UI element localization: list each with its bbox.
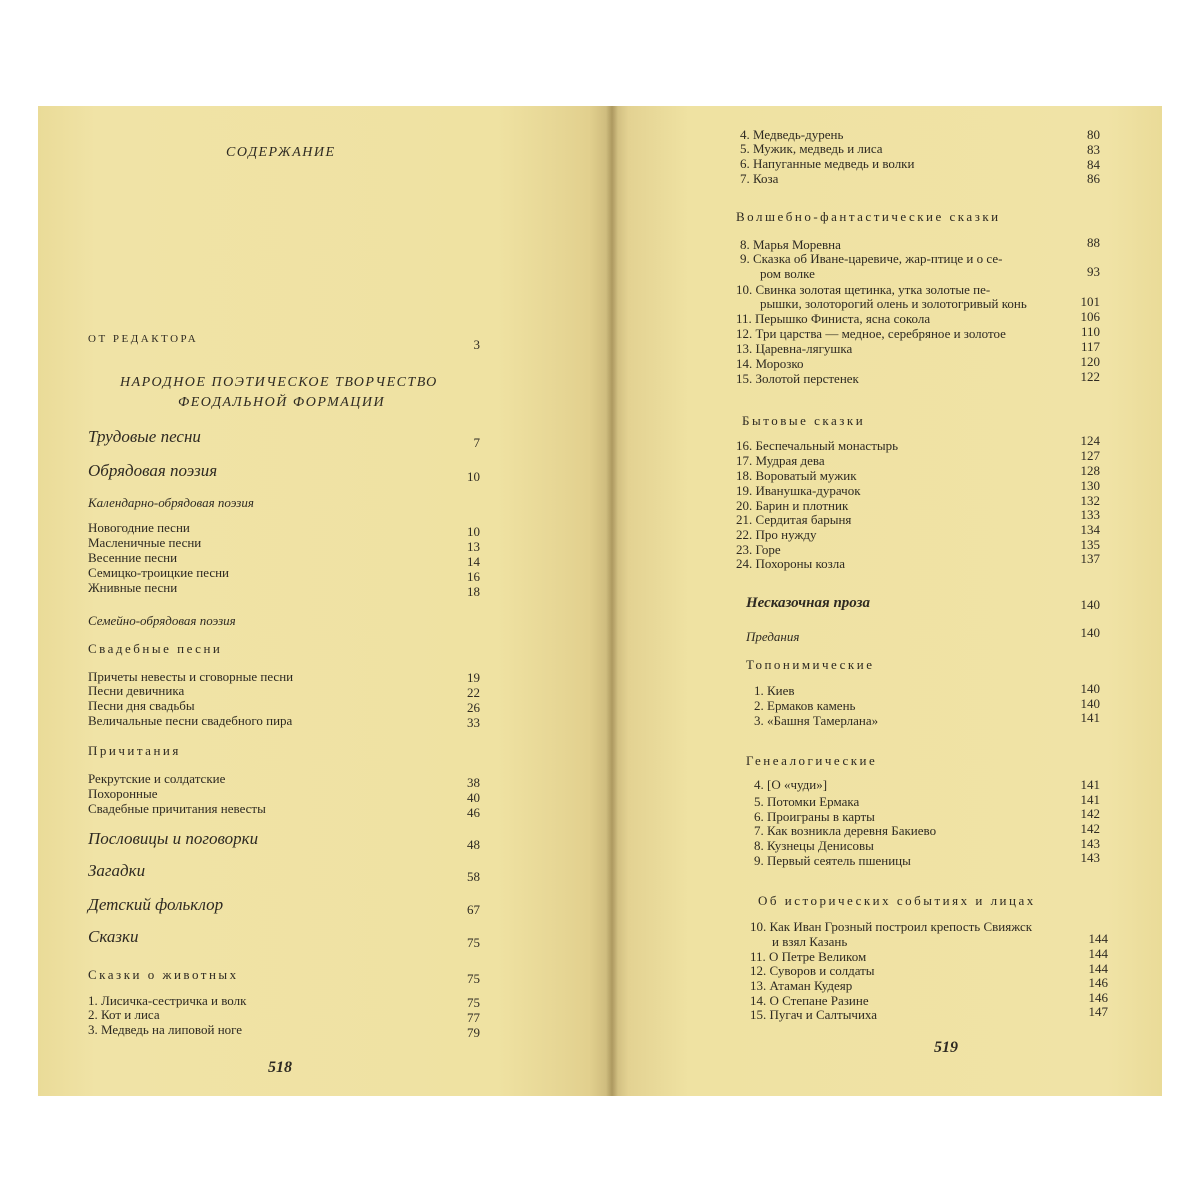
toc-page: 67	[467, 902, 480, 917]
toc-page: 144	[1088, 946, 1108, 961]
open-book	[38, 106, 1162, 1096]
toc-entry: 14. О Степане Разине	[750, 993, 869, 1008]
toc-entry: Масленичные песни	[88, 535, 202, 550]
toc-entry: 4. Медведь-дурень	[740, 127, 844, 142]
toc-page: 19	[467, 670, 480, 685]
toc-entry: 20. Барин и плотник	[736, 498, 849, 513]
toc-entry: Весенние песни	[88, 550, 178, 565]
toc-page: 46	[467, 805, 480, 820]
toc-entry: 3. «Башня Тамерлана»	[754, 713, 879, 728]
toc-entry: 8. Кузнецы Денисовы	[754, 838, 874, 853]
section-heading: Обрядовая поэзия	[88, 461, 218, 480]
toc-page: 88	[1087, 235, 1100, 250]
toc-page: 101	[1080, 294, 1100, 309]
toc-page: 40	[467, 790, 480, 805]
toc-page: 142	[1080, 806, 1100, 821]
toc-page: 127	[1080, 448, 1100, 463]
subsection-heading: Топонимические	[746, 657, 875, 672]
toc-page: 144	[1088, 931, 1108, 946]
toc-page: 75	[467, 935, 480, 950]
toc-page: 147	[1088, 1004, 1108, 1019]
toc-entry: 17. Мудрая дева	[736, 453, 825, 468]
toc-page: 77	[467, 1010, 480, 1025]
toc-entry: 19. Иванушка-дурачок	[736, 483, 861, 498]
toc-entry: 13. Атаман Кудеяр	[750, 978, 853, 993]
subsection-heading: Сказки о животных	[88, 967, 239, 982]
toc-entry: 5. Потомки Ермака	[754, 794, 860, 809]
toc-entry: 8. Марья Моревна	[740, 237, 841, 252]
toc-page: 143	[1080, 836, 1100, 851]
toc-page: 117	[1080, 339, 1100, 354]
toc-page: 93	[1087, 264, 1100, 279]
toc-page: 132	[1080, 493, 1100, 508]
part-title-line1: НАРОДНОЕ ПОЭТИЧЕСКОЕ ТВОРЧЕСТВО	[120, 375, 438, 390]
toc-page: 128	[1080, 463, 1100, 478]
subsection-heading: Календарно-обрядовая поэзия	[88, 495, 254, 510]
toc-entry: Похоронные	[88, 786, 158, 801]
toc-entry: Величальные песни свадебного пира	[88, 713, 293, 728]
toc-entry: 18. Вороватый мужик	[736, 468, 857, 483]
toc-page: 48	[467, 837, 480, 852]
toc-entry: 15. Пугач и Салтычиха	[750, 1007, 878, 1022]
toc-page: 26	[467, 700, 480, 715]
page-number: 519	[934, 1039, 958, 1056]
toc-page: 75	[467, 995, 480, 1010]
toc-entry: 12. Три царства — медное, серебряное и золотое	[736, 326, 1006, 341]
subsection-heading: Свадебные песни	[88, 641, 223, 656]
toc-page: 38	[467, 775, 480, 790]
toc-page: 79	[467, 1025, 480, 1040]
toc-entry: Жнивные песни	[88, 580, 178, 595]
toc-page: 146	[1088, 975, 1108, 990]
toc-entry: 23. Горе	[736, 542, 781, 557]
toc-entry: 2. Кот и лиса	[88, 1007, 160, 1022]
toc-entry: Новогодние песни	[88, 520, 190, 535]
toc-page: 110	[1080, 324, 1100, 339]
book-gutter	[606, 106, 618, 1096]
toc-page: 140	[1080, 696, 1100, 711]
toc-page: 140	[1080, 681, 1100, 696]
toc-entry: 11. Перышко Финиста, ясна сокола	[736, 311, 931, 326]
toc-entry: 3. Медведь на липовой ноге	[88, 1022, 243, 1037]
toc-page: 137	[1080, 551, 1100, 566]
toc-page: 33	[467, 715, 480, 730]
toc-page: 84	[1087, 157, 1100, 172]
toc-entry: 2. Ермаков камень	[754, 698, 856, 713]
subsection-heading: Причитания	[88, 743, 181, 758]
toc-entry: 21. Сердитая барыня	[736, 512, 852, 527]
toc-entry: 7. Коза	[740, 171, 779, 186]
toc-page: 141	[1080, 710, 1100, 725]
toc-entry: 13. Царевна-лягушка	[736, 341, 853, 356]
toc-entry: 6. Напуганные медведь и волки	[740, 156, 915, 171]
toc-page: 134	[1080, 522, 1100, 537]
toc-entry: 24. Похороны козла	[736, 556, 846, 571]
subsection-heading: Генеалогические	[746, 753, 878, 768]
toc-page: 141	[1080, 777, 1100, 792]
page-number: 518	[268, 1059, 292, 1076]
toc-page: 3	[473, 337, 480, 352]
toc-page: 14	[467, 554, 480, 569]
toc-page: 7	[473, 435, 480, 450]
toc-page: 142	[1080, 821, 1100, 836]
toc-entry-continued: рышки, золоторогий олень и золотогривый конь	[760, 296, 1027, 311]
toc-page: 22	[467, 685, 480, 700]
toc-entry: 16. Беспечальный монастырь	[736, 438, 899, 453]
toc-page: 130	[1080, 478, 1100, 493]
toc-page: 13	[467, 539, 480, 554]
toc-page: 10	[467, 469, 480, 484]
toc-page: 140	[1080, 597, 1100, 612]
toc-entry: 12. Суворов и солдаты	[750, 963, 875, 978]
toc-entry: 15. Золотой перстенек	[736, 371, 859, 386]
part-title-line2: ФЕОДАЛЬНОЙ ФОРМАЦИИ	[178, 395, 386, 410]
section-heading: Сказки	[88, 927, 139, 946]
toc-page: 140	[1080, 625, 1100, 640]
toc-entry: 22. Про нужду	[736, 527, 817, 542]
toc-entry: 10. Свинка золотая щетинка, утка золотые пе-	[736, 282, 991, 297]
subsection-heading: Волшебно-фантастические сказки	[736, 209, 1001, 224]
toc-entry: 9. Сказка об Иване-царевиче, жар-птице и о се-	[740, 251, 1003, 266]
toc-entry: Семицко-троицкие песни	[88, 565, 230, 580]
toc-entry-editor: ОТ РЕДАКТОРА	[88, 333, 199, 345]
toc-page: 58	[467, 869, 480, 884]
section-heading: Пословицы и поговорки	[88, 829, 259, 848]
toc-entry: 7. Как возникла деревня Бакиево	[754, 823, 937, 838]
contents-title: СОДЕРЖАНИЕ	[226, 145, 336, 160]
toc-entry-continued: и взял Казань	[772, 934, 848, 949]
toc-entry: Причеты невесты и сговорные песни	[88, 669, 294, 684]
right-page	[612, 106, 1162, 1096]
toc-page: 83	[1087, 142, 1100, 157]
toc-page: 144	[1088, 961, 1108, 976]
left-page	[38, 106, 612, 1096]
toc-entry: 4. [О «чуди»]	[754, 777, 828, 792]
toc-entry: 11. О Петре Великом	[750, 949, 867, 964]
toc-entry: 5. Мужик, медведь и лиса	[740, 141, 883, 156]
toc-page: 141	[1080, 792, 1100, 807]
toc-entry: 14. Морозко	[736, 356, 804, 371]
toc-page: 75	[467, 971, 480, 986]
section-heading: Трудовые песни	[88, 427, 201, 446]
toc-entry: Песни девичника	[88, 683, 185, 698]
toc-entry: 9. Первый сеятель пшеницы	[754, 853, 911, 868]
section-heading: Загадки	[88, 861, 146, 880]
toc-page: 120	[1080, 354, 1100, 369]
toc-page: 143	[1080, 850, 1100, 865]
toc-entry: Рекрутские и солдатские	[88, 771, 226, 786]
toc-entry: Песни дня свадьбы	[88, 698, 195, 713]
subsection-heading: Бытовые сказки	[742, 413, 866, 428]
toc-page: 133	[1080, 507, 1100, 522]
toc-entry: 10. Как Иван Грозный построил крепость Свияжск	[750, 919, 1033, 934]
toc-entry: 1. Киев	[754, 683, 795, 698]
section-heading: Несказочная проза	[746, 595, 870, 611]
toc-page: 86	[1087, 171, 1100, 186]
toc-page: 124	[1080, 433, 1100, 448]
toc-page: 122	[1080, 369, 1100, 384]
toc-page: 135	[1080, 537, 1100, 552]
toc-entry-continued: ром волке	[760, 266, 815, 281]
subsection-heading: Об исторических событиях и лицах	[758, 893, 1036, 908]
toc-page: 16	[467, 569, 480, 584]
toc-page: 106	[1080, 309, 1100, 324]
toc-page: 80	[1087, 127, 1100, 142]
section-heading: Детский фольклор	[88, 895, 224, 914]
toc-entry: Свадебные причитания невесты	[88, 801, 266, 816]
toc-entry: 6. Проиграны в карты	[754, 809, 875, 824]
toc-page: 10	[467, 524, 480, 539]
toc-entry: 1. Лисичка-сестричка и волк	[88, 993, 247, 1008]
toc-page: 18	[467, 584, 480, 599]
subsection-heading: Семейно-обрядовая поэзия	[88, 613, 236, 628]
subsection-heading: Предания	[746, 629, 800, 644]
toc-page: 146	[1088, 990, 1108, 1005]
